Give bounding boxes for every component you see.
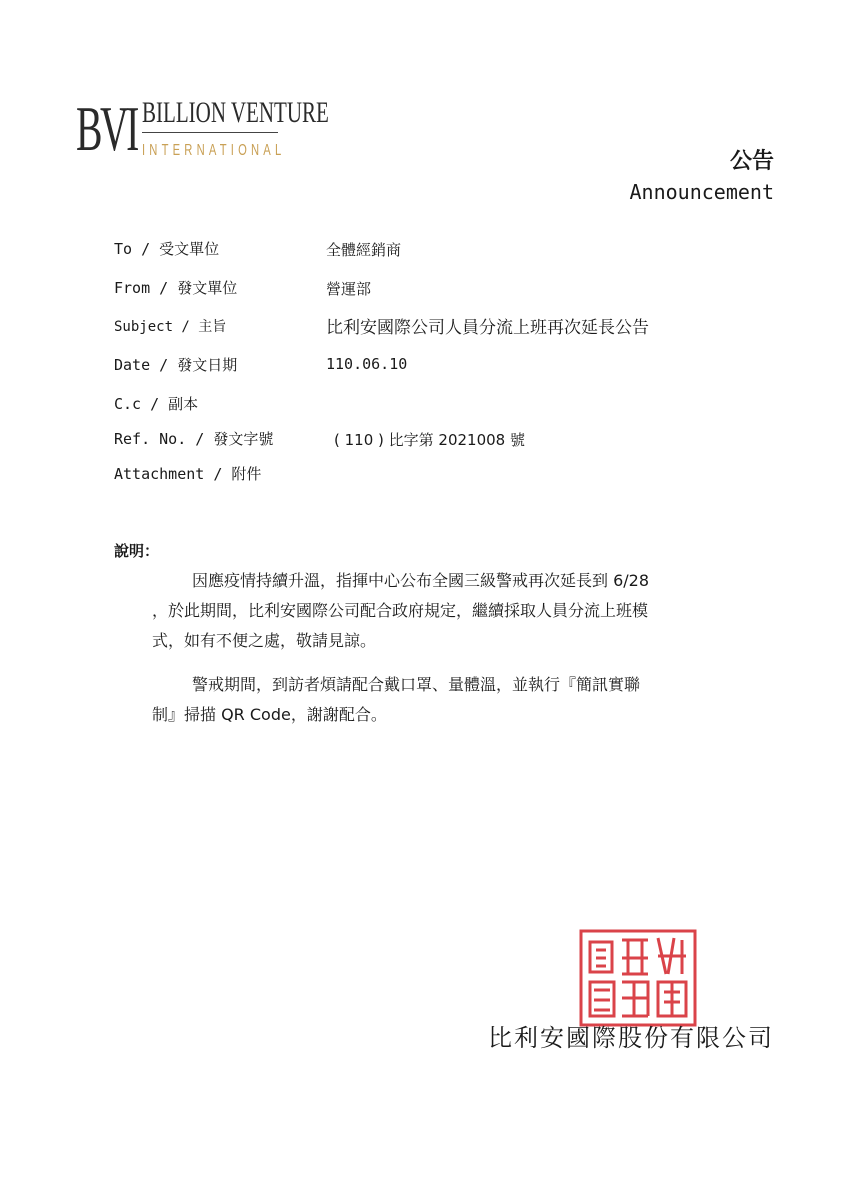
meta-row-cc xyxy=(114,393,198,414)
paragraph-line: ，於此期間，比利安國際公司配合政府規定，繼續採取人員分流上班模 xyxy=(152,601,649,620)
company-seal-stamp xyxy=(578,928,698,1028)
paragraph-line: 制』掃描 QR Code，謝謝配合。 xyxy=(152,705,387,724)
company-signature: 比利安國際股份有限公司 xyxy=(488,1024,774,1052)
meta-value-to: 全體經銷商 xyxy=(326,241,402,259)
paragraph-line: 式，如有不便之處，敬請見諒。 xyxy=(152,631,377,650)
paragraph-line: 警戒期間，到訪者煩請配合戴口罩、量體溫，並執行『簡訊實聯 xyxy=(192,675,641,694)
logo-divider xyxy=(142,132,278,133)
meta-label: Date / 發文日期 xyxy=(114,356,238,374)
explanation-paragraph-2 xyxy=(152,670,772,730)
logo-name: BILLION VENTURE xyxy=(142,96,329,129)
meta-value-subject: 比利安國際公司人員分流上班再次延長公告 xyxy=(326,318,649,338)
logo-mark: BVI xyxy=(76,93,137,164)
meta-value-ref: ( 110 ) 比字第 2021008 號 xyxy=(334,431,525,449)
meta-row-from xyxy=(114,277,237,298)
meta-label: To / 受文單位 xyxy=(114,240,220,258)
meta-label: From / 發文單位 xyxy=(114,279,238,297)
meta-row-date xyxy=(114,354,237,375)
meta-row-ref xyxy=(114,428,273,449)
document-title-en: Announcement xyxy=(629,180,774,204)
meta-value-date: 110.06.10 xyxy=(326,355,408,373)
meta-row-to xyxy=(114,238,219,259)
meta-row-subject xyxy=(114,316,226,336)
meta-value-from: 營運部 xyxy=(326,280,372,298)
logo-subtitle: INTERNATIONAL xyxy=(142,142,286,159)
meta-row-attachment xyxy=(114,463,261,484)
explanation-heading: 說明： xyxy=(114,542,160,560)
meta-label: Subject / 主旨 xyxy=(114,319,227,335)
meta-label: Attachment / 附件 xyxy=(114,465,262,483)
meta-label: C.c / 副本 xyxy=(114,395,199,413)
paragraph-line: 因應疫情持續升溫，指揮中心公布全國三級警戒再次延長到 6/28 xyxy=(192,571,650,590)
meta-label: Ref. No. / 發文字號 xyxy=(114,430,274,448)
document-title-zh: 公告 xyxy=(729,149,774,174)
explanation-paragraph-1 xyxy=(152,566,772,656)
